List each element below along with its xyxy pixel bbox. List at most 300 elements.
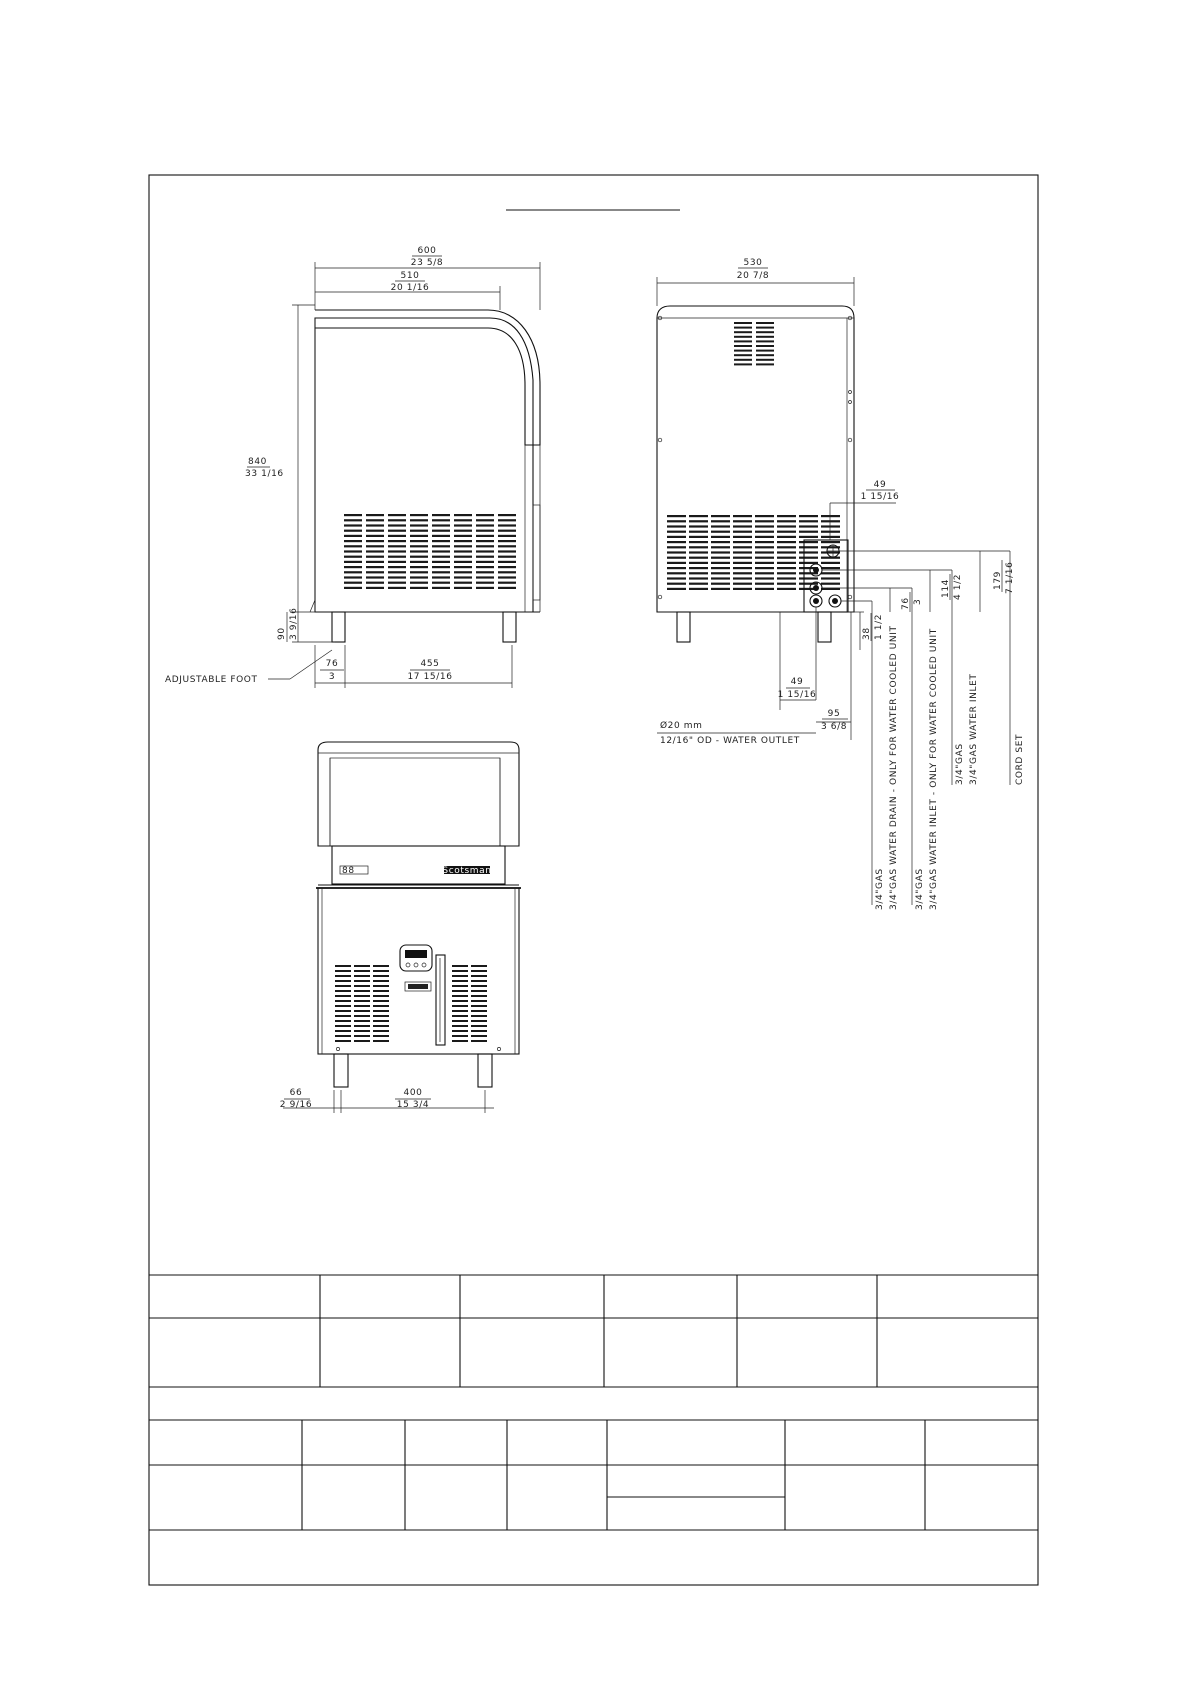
water-outlet-label: 12/16" OD - WATER OUTLET (660, 736, 800, 746)
vent-slot (755, 531, 774, 533)
vent-slot (388, 556, 406, 558)
vent-slot (452, 975, 468, 977)
dim-side-body-in: 20 1/16 (390, 283, 430, 293)
dim-rear-drain-height-in: 1 1/2 (874, 613, 884, 640)
vent-slot (799, 577, 818, 579)
vent-slot (471, 975, 487, 977)
vent-slot (498, 576, 516, 578)
vent-slot (821, 567, 840, 569)
vent-slot (667, 515, 686, 517)
vent-slot (335, 985, 351, 987)
vent-slot (711, 562, 730, 564)
vent-slot (733, 546, 752, 548)
vent-slot (432, 587, 450, 589)
vent-slot (454, 519, 472, 521)
dim-front-foot-spacing-mm: 400 (403, 1088, 423, 1098)
vent-slot (354, 965, 370, 967)
vent-slot (373, 1005, 389, 1007)
vent-slot (452, 1025, 468, 1027)
vent-slot (756, 363, 774, 365)
dim-side-overall-mm: 600 (417, 246, 437, 256)
vent-slot (498, 556, 516, 558)
vent-slot (799, 546, 818, 548)
vent-slot (335, 1010, 351, 1012)
inlet-label: 3/4"GAS WATER INLET (969, 673, 979, 785)
vent-slot (821, 515, 840, 517)
front-door-bar (332, 846, 505, 884)
vent-slot (366, 514, 384, 516)
vent-slot (755, 577, 774, 579)
vent-slot (335, 1015, 351, 1017)
vent-slot (667, 588, 686, 590)
side-foot-right (503, 612, 516, 642)
front-vent-left (335, 965, 389, 1042)
vent-slot (755, 583, 774, 585)
vent-slot (366, 530, 384, 532)
vent-slot (498, 514, 516, 516)
vent-slot (454, 550, 472, 552)
dim-side-height-in: 33 1/16 (245, 469, 284, 479)
vent-slot (821, 531, 840, 533)
vent-slot (454, 514, 472, 516)
vent-slot (373, 1020, 389, 1022)
vent-slot (755, 567, 774, 569)
vent-slot (734, 322, 752, 324)
vent-slot (410, 566, 428, 568)
vent-slot (452, 1000, 468, 1002)
vent-slot (734, 340, 752, 342)
vent-slot (476, 514, 494, 516)
vent-slot (454, 587, 472, 589)
vent-slot (799, 557, 818, 559)
vent-slot (344, 550, 362, 552)
vent-slot (388, 582, 406, 584)
vent-slot (733, 572, 752, 574)
vent-slot (354, 1010, 370, 1012)
vent-slot (454, 524, 472, 526)
vent-slot (432, 561, 450, 563)
vent-slot (756, 345, 774, 347)
vent-slot (388, 566, 406, 568)
vent-slot (471, 985, 487, 987)
vent-slot (476, 540, 494, 542)
vent-slot (777, 577, 796, 579)
vent-slot (335, 965, 351, 967)
vent-slot (498, 561, 516, 563)
vent-slot (777, 541, 796, 543)
vent-slot (471, 1040, 487, 1042)
dim-side-foot-spacing-in: 17 15/16 (407, 672, 453, 682)
vent-slot (711, 583, 730, 585)
vent-slot (689, 572, 708, 574)
vent-slot (756, 322, 774, 324)
vent-slot (344, 576, 362, 578)
vent-slot (432, 514, 450, 516)
rear-foot-left (677, 612, 690, 642)
vent-slot (454, 571, 472, 573)
side-view (165, 246, 540, 688)
vent-slot (335, 995, 351, 997)
dim-rear-inlet-height-mm: 114 (941, 579, 951, 598)
drain-label: 3/4"GAS WATER DRAIN - ONLY FOR WATER COOLED UNIT (889, 625, 899, 910)
vent-slot (410, 561, 428, 563)
vent-slot (471, 1035, 487, 1037)
vent-slot (354, 995, 370, 997)
vent-slot (689, 541, 708, 543)
vent-slot (354, 985, 370, 987)
vent-slot (452, 1010, 468, 1012)
vent-slot (471, 980, 487, 982)
vent-slot (354, 1030, 370, 1032)
vent-slot (799, 525, 818, 527)
vent-slot (335, 975, 351, 977)
vent-slot (667, 525, 686, 527)
vent-slot (777, 525, 796, 527)
vent-slot (454, 576, 472, 578)
vent-slot (366, 561, 384, 563)
title-block (149, 1275, 1038, 1530)
vent-slot (667, 551, 686, 553)
vent-slot (410, 576, 428, 578)
front-vent-right (452, 965, 487, 1042)
vent-slot (821, 520, 840, 522)
vent-slot (373, 970, 389, 972)
vent-slot (366, 587, 384, 589)
vent-slot (734, 345, 752, 347)
vent-slot (335, 1005, 351, 1007)
adjustable-foot-label: ADJUSTABLE FOOT (165, 675, 258, 685)
vent-slot (366, 571, 384, 573)
vent-slot (388, 576, 406, 578)
vent-slot (498, 524, 516, 526)
vent-slot (498, 519, 516, 521)
vent-slot (432, 582, 450, 584)
vent-slot (354, 1025, 370, 1027)
vent-slot (734, 350, 752, 352)
front-foot-right (478, 1054, 492, 1087)
vent-slot (498, 530, 516, 532)
vent-slot (476, 550, 494, 552)
vent-slot (366, 582, 384, 584)
vent-slot (454, 545, 472, 547)
vent-slot (777, 567, 796, 569)
vent-slot (344, 545, 362, 547)
rear-top-vent (734, 322, 774, 365)
vent-slot (471, 1015, 487, 1017)
vent-slot (711, 531, 730, 533)
vent-slot (667, 541, 686, 543)
vent-slot (667, 520, 686, 522)
vent-slot (354, 1000, 370, 1002)
side-handle-curve (315, 310, 540, 445)
vent-slot (799, 531, 818, 533)
vent-slot (471, 1025, 487, 1027)
vent-slot (354, 1015, 370, 1017)
vent-slot (410, 535, 428, 537)
vent-slot (432, 519, 450, 521)
vent-slot (354, 980, 370, 982)
vent-slot (471, 1030, 487, 1032)
vent-slot (432, 535, 450, 537)
vent-slot (354, 1040, 370, 1042)
vent-slot (799, 520, 818, 522)
vent-slot (410, 550, 428, 552)
vent-slot (452, 965, 468, 967)
vent-slot (821, 577, 840, 579)
vent-slot (476, 556, 494, 558)
vent-slot (756, 354, 774, 356)
vent-slot (689, 525, 708, 527)
vent-slot (711, 567, 730, 569)
dim-rear-outlet-span-mm: 95 (827, 709, 841, 719)
front-door-window (330, 758, 500, 846)
vent-slot (452, 1030, 468, 1032)
vent-slot (667, 577, 686, 579)
vent-slot (498, 535, 516, 537)
dim-rear-cord-height-in: 7 1/16 (1005, 561, 1015, 594)
vent-slot (777, 531, 796, 533)
vent-slot (335, 980, 351, 982)
side-foot-left (332, 612, 345, 642)
vent-slot (354, 990, 370, 992)
vent-slot (667, 531, 686, 533)
vent-slot (756, 336, 774, 338)
dim-rear-outlet-offset-mm: 49 (790, 677, 804, 687)
vent-slot (354, 970, 370, 972)
vent-slot (756, 331, 774, 333)
vent-slot (410, 571, 428, 573)
vent-slot (452, 970, 468, 972)
vent-slot (755, 562, 774, 564)
vent-slot (777, 546, 796, 548)
vent-slot (498, 566, 516, 568)
drain-gas-label: 3/4"GAS (875, 868, 885, 910)
vent-slot (410, 514, 428, 516)
vent-slot (756, 327, 774, 329)
vent-slot (777, 572, 796, 574)
vent-slot (755, 515, 774, 517)
vent-slot (410, 587, 428, 589)
front-view (280, 742, 521, 1113)
vent-slot (755, 551, 774, 553)
vent-slot (454, 556, 472, 558)
vent-slot (432, 571, 450, 573)
vent-slot (498, 540, 516, 542)
vent-slot (476, 561, 494, 563)
vent-slot (335, 1025, 351, 1027)
vent-slot (432, 556, 450, 558)
vent-slot (344, 540, 362, 542)
vent-slot (755, 525, 774, 527)
vent-slot (373, 1025, 389, 1027)
vent-slot (335, 990, 351, 992)
vent-slot (734, 327, 752, 329)
vent-slot (476, 576, 494, 578)
vent-slot (733, 588, 752, 590)
vent-slot (373, 965, 389, 967)
vent-slot (667, 536, 686, 538)
vent-slot (373, 995, 389, 997)
dim-rear-panel-offset-in: 1 15/16 (860, 492, 900, 502)
vent-slot (335, 1030, 351, 1032)
vent-slot (755, 572, 774, 574)
vent-slot (476, 545, 494, 547)
vent-slot (799, 541, 818, 543)
dim-side-foot-offset-in: 3 (328, 672, 336, 682)
vent-slot (454, 561, 472, 563)
vent-slot (711, 588, 730, 590)
vent-slot (373, 985, 389, 987)
vent-slot (410, 556, 428, 558)
vent-slot (410, 540, 428, 542)
vent-slot (366, 556, 384, 558)
dim-side-foot-offset-mm: 76 (325, 659, 339, 669)
vent-slot (354, 1020, 370, 1022)
vent-slot (733, 562, 752, 564)
vent-slot (471, 1010, 487, 1012)
vent-slot (335, 1035, 351, 1037)
vent-slot (335, 1020, 351, 1022)
vent-slot (335, 970, 351, 972)
vent-slot (667, 546, 686, 548)
vent-slot (734, 336, 752, 338)
inlet-wc-gas-label: 3/4"GAS (915, 868, 925, 910)
rear-vent-grille (667, 515, 840, 590)
vent-slot (711, 520, 730, 522)
control-panel-display (405, 950, 427, 958)
vent-slot (821, 572, 840, 574)
vent-slot (689, 515, 708, 517)
vent-slot (799, 583, 818, 585)
vent-slot (733, 520, 752, 522)
vent-slot (388, 561, 406, 563)
vent-slot (344, 556, 362, 558)
vent-slot (821, 583, 840, 585)
vent-slot (755, 557, 774, 559)
dim-rear-width-mm: 530 (743, 258, 763, 268)
vent-slot (734, 354, 752, 356)
vent-slot (476, 519, 494, 521)
vent-slot (711, 577, 730, 579)
vent-slot (689, 546, 708, 548)
vent-slot (354, 1035, 370, 1037)
vent-slot (777, 520, 796, 522)
inlet-wc-label: 3/4"GAS WATER INLET - ONLY FOR WATER COOLED UNIT (929, 628, 939, 910)
vent-slot (344, 571, 362, 573)
vent-slot (756, 350, 774, 352)
vent-slot (733, 541, 752, 543)
vent-slot (689, 536, 708, 538)
dim-rear-inlet-wc-height-in: 3 (913, 598, 923, 605)
vent-slot (821, 541, 840, 543)
vent-slot (410, 524, 428, 526)
vent-slot (366, 519, 384, 521)
vent-slot (432, 576, 450, 578)
vent-slot (799, 551, 818, 553)
vent-slot (821, 562, 840, 564)
vent-slot (432, 540, 450, 542)
vent-slot (388, 571, 406, 573)
vent-slot (799, 515, 818, 517)
cord-set-label: CORD SET (1015, 733, 1025, 785)
vent-slot (471, 990, 487, 992)
vent-slot (432, 530, 450, 532)
front-small-badge-text: 88 (342, 866, 355, 876)
front-foot-left (334, 1054, 348, 1087)
vent-slot (344, 519, 362, 521)
vent-slot (471, 1020, 487, 1022)
vent-slot (733, 577, 752, 579)
vent-slot (733, 567, 752, 569)
vent-slot (335, 1000, 351, 1002)
vent-slot (711, 572, 730, 574)
vent-slot (373, 1030, 389, 1032)
vent-slot (388, 535, 406, 537)
vent-slot (733, 557, 752, 559)
dim-front-foot-offset-in: 2 9/16 (279, 1100, 313, 1110)
vent-slot (498, 545, 516, 547)
vent-slot (667, 562, 686, 564)
dim-rear-cord-height-mm: 179 (993, 571, 1003, 590)
vent-slot (476, 535, 494, 537)
vent-slot (344, 524, 362, 526)
vent-slot (755, 541, 774, 543)
vent-slot (733, 531, 752, 533)
vent-slot (733, 515, 752, 517)
vent-slot (410, 519, 428, 521)
dim-side-body-mm: 510 (400, 271, 420, 281)
vent-slot (366, 524, 384, 526)
vent-slot (452, 1040, 468, 1042)
vent-slot (711, 541, 730, 543)
vent-slot (344, 530, 362, 532)
dim-front-foot-spacing-in: 15 3/4 (396, 1100, 430, 1110)
vent-slot (471, 995, 487, 997)
rear-view (657, 258, 1025, 910)
vent-slot (711, 525, 730, 527)
vent-slot (689, 583, 708, 585)
dim-front-foot-offset-mm: 66 (289, 1088, 303, 1098)
vent-slot (777, 583, 796, 585)
vent-slot (689, 567, 708, 569)
vent-slot (667, 567, 686, 569)
vent-slot (452, 1005, 468, 1007)
vent-slot (366, 550, 384, 552)
vent-slot (373, 975, 389, 977)
dim-rear-outlet-span-in: 3 6/8 (820, 722, 848, 732)
vent-slot (476, 530, 494, 532)
vent-slot (711, 557, 730, 559)
outlet-diameter-label: Ø20 mm (660, 721, 703, 731)
rear-foot-right (818, 612, 831, 642)
sheet-border (149, 175, 1038, 1585)
vent-slot (388, 540, 406, 542)
vent-slot (777, 588, 796, 590)
dim-side-foot-height-mm: 90 (277, 627, 287, 640)
vent-slot (373, 1035, 389, 1037)
vent-slot (388, 524, 406, 526)
vent-slot (471, 970, 487, 972)
dim-side-foot-spacing-mm: 455 (420, 659, 440, 669)
vent-slot (454, 566, 472, 568)
vent-slot (667, 572, 686, 574)
vent-slot (733, 583, 752, 585)
vent-slot (476, 566, 494, 568)
vent-slot (498, 587, 516, 589)
vent-slot (410, 582, 428, 584)
vent-slot (476, 571, 494, 573)
vent-slot (432, 545, 450, 547)
